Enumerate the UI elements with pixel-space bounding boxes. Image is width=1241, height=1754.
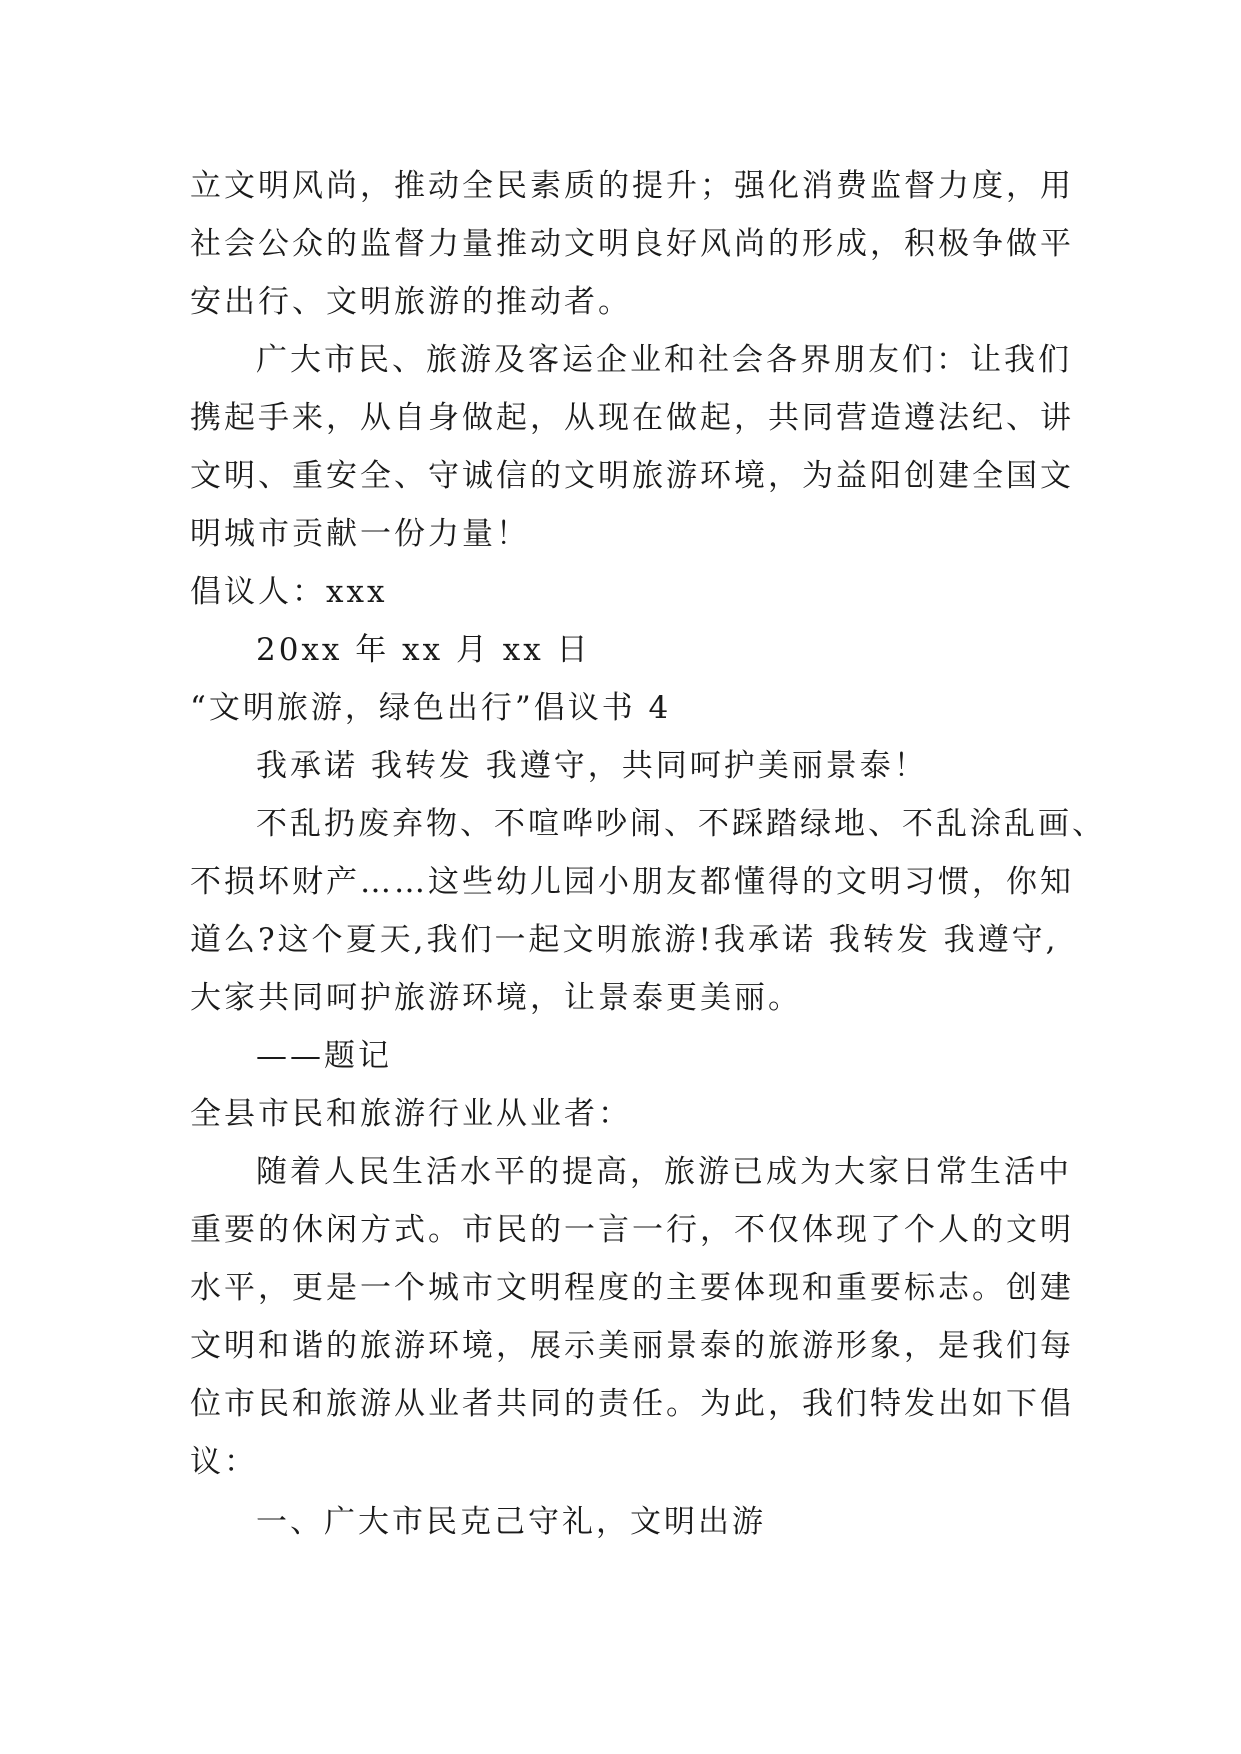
- text-line: 文明、重安全、守诚信的文明旅游环境，为益阳创建全国文: [190, 458, 1074, 494]
- salutation-line: 全县市民和旅游行业从业者：: [190, 1096, 632, 1132]
- text-line: 重要的休闲方式。市民的一言一行，不仅体现了个人的文明: [190, 1212, 1074, 1248]
- text-line: 大家共同呵护旅游环境，让景泰更美丽。: [190, 980, 802, 1016]
- document-body: [190, 157, 1106, 1551]
- text-line: 议：: [190, 1444, 258, 1480]
- text-line: 文明和谐的旅游环境，展示美丽景泰的旅游形象，是我们每: [190, 1328, 1074, 1364]
- text-line: 立文明风尚，推动全民素质的提升；强化消费监督力度，用: [190, 168, 1074, 204]
- text-line: 不乱扔废弃物、不喧哗吵闹、不踩踏绿地、不乱涂乱画、: [256, 806, 1106, 842]
- text-line: 位市民和旅游从业者共同的责任。为此，我们特发出如下倡: [190, 1386, 1074, 1422]
- text-line: 明城市贡献一份力量！: [190, 516, 530, 552]
- text-line: 随着人民生活水平的提高，旅游已成为大家日常生活中: [256, 1154, 1072, 1190]
- date-line: 20xx 年 xx 月 xx 日: [256, 632, 591, 668]
- text-line: 社会公众的监督力量推动文明良好风尚的形成，积极争做平: [190, 226, 1074, 262]
- text-line: 携起手来，从自身做起，从现在做起，共同营造遵法纪、讲: [190, 400, 1074, 436]
- heading-line: 一、广大市民克己守礼，文明出游: [256, 1504, 766, 1540]
- text-line: 道么?这个夏天,我们一起文明旅游!我承诺 我转发 我遵守,: [190, 922, 1059, 958]
- section-title: “文明旅游，绿色出行”倡议书 4: [190, 690, 672, 726]
- text-line: 水平，更是一个城市文明程度的主要体现和重要标志。创建: [190, 1270, 1074, 1306]
- epigraph-line: ——题记: [256, 1038, 392, 1074]
- text-line: 我承诺 我转发 我遵守，共同呵护美丽景泰！: [256, 748, 928, 784]
- signature-line: 倡议人：xxx: [190, 574, 388, 610]
- text-line: 广大市民、旅游及客运企业和社会各界朋友们：让我们: [256, 342, 1072, 378]
- text-line: 不损坏财产……这些幼儿园小朋友都懂得的文明习惯，你知: [190, 864, 1074, 900]
- text-line: 安出行、文明旅游的推动者。: [190, 284, 632, 320]
